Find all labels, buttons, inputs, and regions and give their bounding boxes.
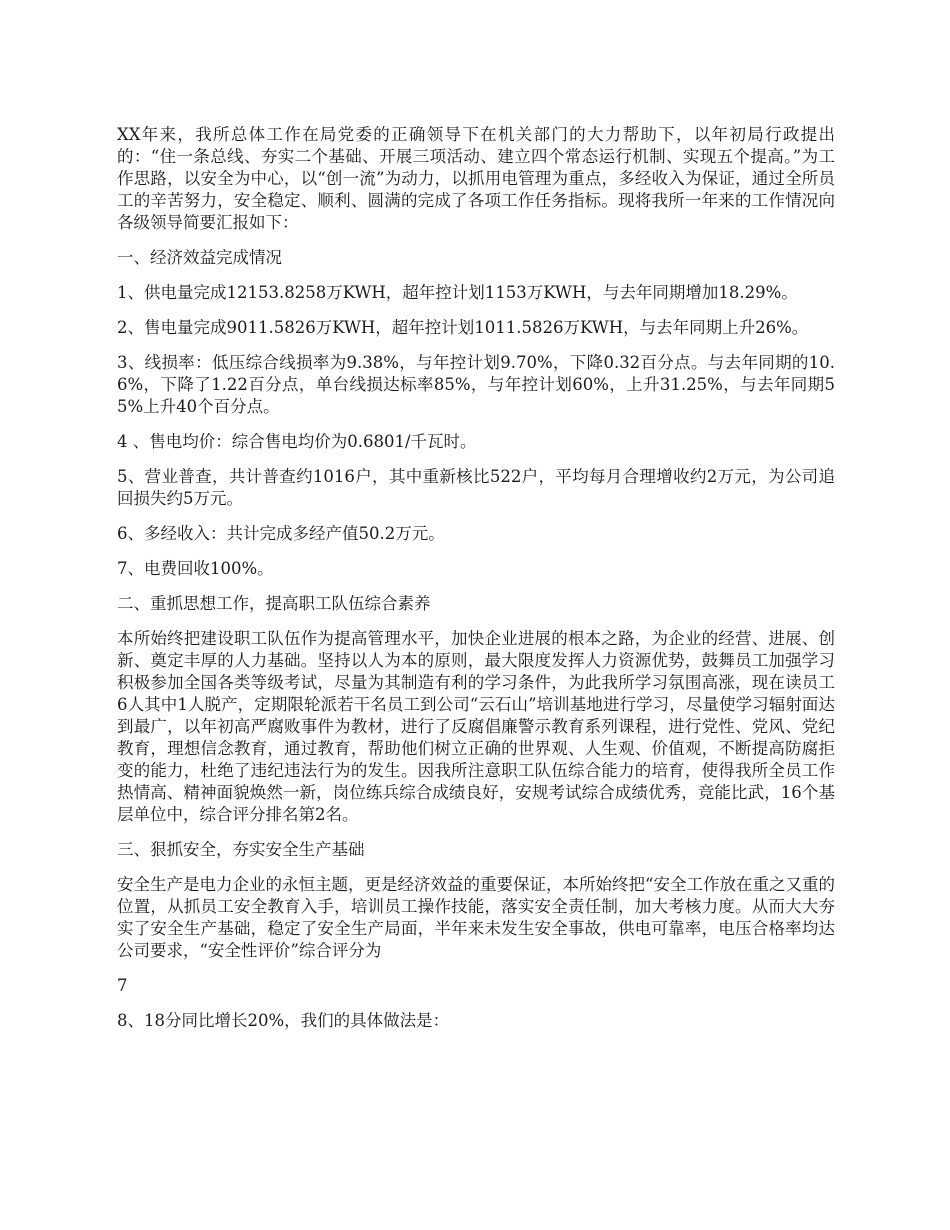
section-heading-safety: 三、狠抓安全，夯实安全生产基础: [117, 840, 365, 859]
item-power-sales: 2、售电量完成9011.5826万KWH，超年控计划1011.5826万KWH，与去年同期上升26%。: [117, 318, 809, 337]
item-diversified-income: 6、多经收入：共计完成多经产值50.2万元。: [117, 524, 445, 543]
safety-paragraph: 安全生产是电力企业的永恒主题，更是经济效益的重要保证，本所始终把“安全工作放在重之又重的位置，从抓员工安全教育入手，培训员工操作技能，落实安全责任制，加大考核力度。从而大大夯实了安全生产基础，稳定了安全生产局面，半年来未发生安全事故，供电可靠率，电压合格率均达公司要求，“安全性评价”综合评分为: [117, 875, 835, 960]
ideology-paragraph: 本所始终把建设职工队伍作为提高管理水平，加快企业进展的根本之路，为企业的经营、进展、创新、奠定丰厚的人力基础。坚持以人为本的原则，最大限度发挥人力资源优势，鼓舞员工加强学习积极参加全国各类等级考试，尽量为其制造有利的学习条件，为此我所学习氛围高涨，现在读员工6人其中1人脱产，定期限轮派若干名员工到公司“云石山”培训基地进行学习，尽量使学习辐射面达到最广，以年初高严腐败事件为教材，进行了反腐倡廉警示教育系列课程，进行党性、党风、党纪教育，理想信念教育，通过教育，帮助他们树立正确的世界观、人生观、价值观，不断提高防腐拒变的能力，杜绝了违纪违法行为的发生。因我所注意职工队伍综合能力的培育，使得我所全员工作热情高、精神面貌焕然一新，岗位练兵综合成绩良好，安规考试综合成绩优秀，竞能比武，16个基层单位中，综合评分排名第2名。: [117, 629, 835, 824]
item-fee-recovery: 7、电费回收100%。: [117, 559, 274, 578]
item-line-loss: 3、线损率：低压综合线损率为9.38%，与年控计划9.70%，下降0.32百分点。与去年同期的10.6%，下降了1.22百分点，单台线损达标率85%，与年控计划60%，上升31.25%，与去年同期55%上升40个百分点。: [117, 353, 835, 416]
item-business-survey: 5、营业普查，共计普查约1016户，其中重新核比522户，平均每月合理增收约2万元，为公司追回损失约5万元。: [117, 467, 835, 508]
document-body: [117, 124, 835, 1045]
fragment-score-line: 8、18分同比增长20%，我们的具体做法是：: [117, 1011, 450, 1030]
intro-paragraph: XX年来，我所总体工作在局党委的正确领导下在机关部门的大力帮助下，以年初局行政提出的：“住一条总线、夯实二个基础、开展三项活动、建立四个常态运行机制、实现五个提高。”为工作思路，以安全为中心，以“创一流”为动力，以抓用电管理为重点，多经收入为保证，通过全所员工的辛苦努力，安全稳定、顺利、圆满的完成了各项工作任务指标。现将我所一年来的工作情况向各级领导简要汇报如下：: [117, 125, 835, 232]
fragment-number: 7: [117, 976, 128, 995]
item-power-supply: 1、供电量完成12153.8258万KWH，超年控计划1153万KWH，与去年同期增加18.29%。: [117, 283, 798, 302]
section-heading-ideology: 二、重抓思想工作，提高职工队伍综合素养: [117, 594, 431, 613]
section-heading-economic: 一、经济效益完成情况: [117, 248, 282, 267]
item-average-price: 4 、售电均价：综合售电均价为0.6801/千瓦时。: [117, 432, 477, 451]
